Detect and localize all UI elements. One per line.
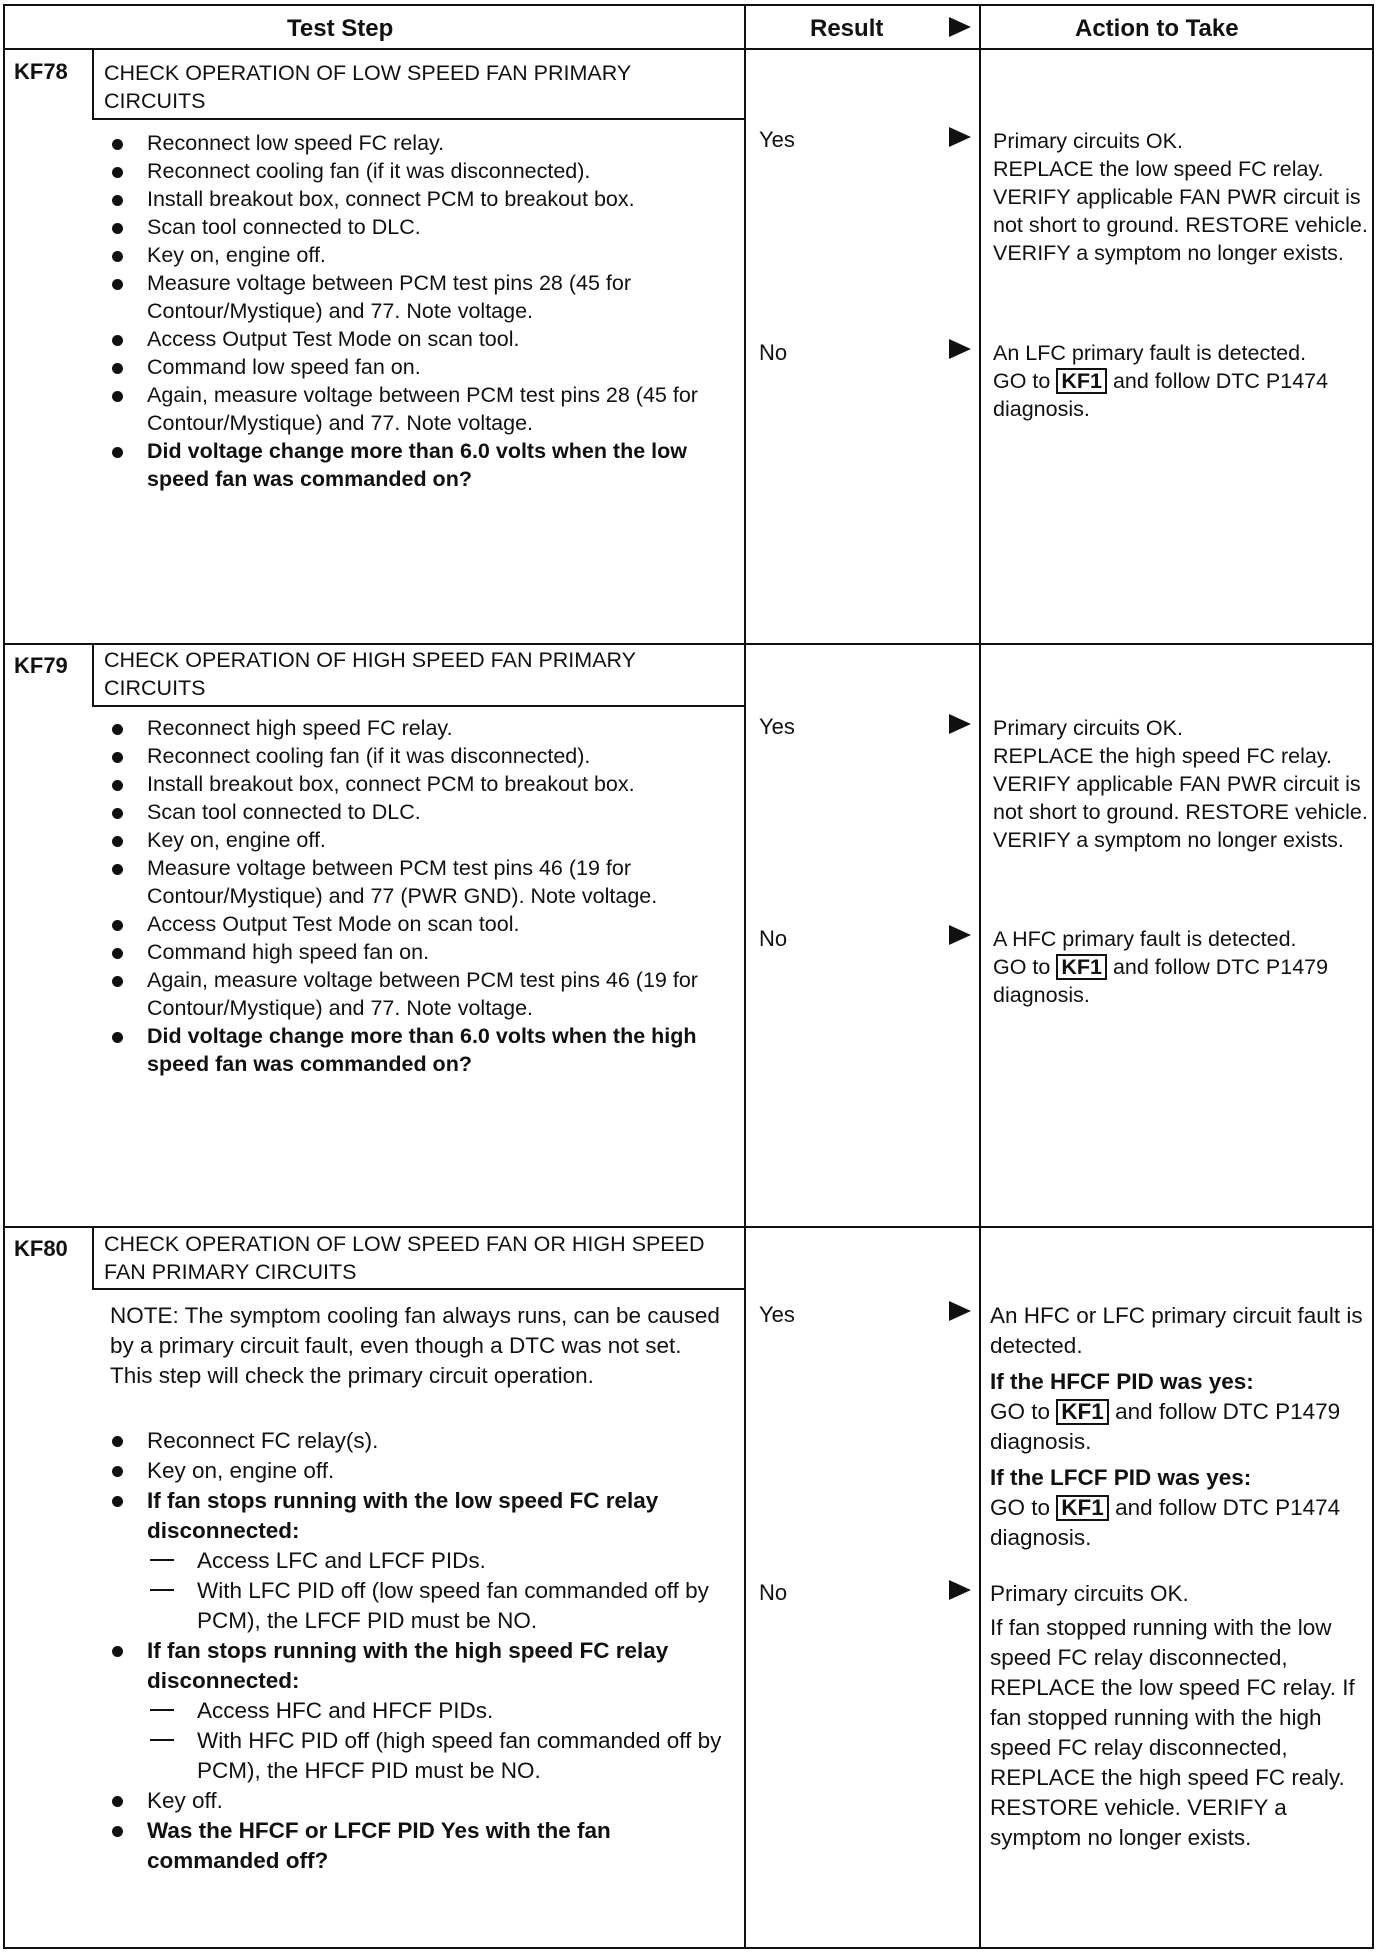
list-item: Reconnect high speed FC relay. xyxy=(102,714,742,742)
action-yes-kf80: An HFC or LFC primary circuit fault is detected. If the HFCF PID was yes: GO to KF1 and follow DTC P1479 diagnosis. If the LFCF PID was yes: GO to KF1 and follow DTC P1474 diagnosis. xyxy=(990,1303,1363,1550)
bullet-icon xyxy=(112,1826,123,1837)
bullet-icon xyxy=(112,1466,123,1477)
bullet-icon xyxy=(112,335,123,346)
list-item: If fan stops running with the low speed FC relay disconnected: xyxy=(102,1486,742,1546)
column-divider-result xyxy=(744,6,746,1947)
column-divider-action xyxy=(979,6,981,1947)
dash-icon xyxy=(150,1559,174,1561)
bullet-icon xyxy=(112,391,123,402)
header-result: Result xyxy=(810,15,884,42)
code-divider-kf78 xyxy=(92,48,94,119)
step-code-kf79: KF79 xyxy=(14,653,68,678)
step-title-kf78: CHECK OPERATION OF LOW SPEED FAN PRIMARY CIRCUITS xyxy=(104,61,631,113)
list-item: Reconnect cooling fan (if it was disconnected). xyxy=(102,742,742,770)
bullet-icon xyxy=(112,948,123,959)
list-item: Access Output Test Mode on scan tool. xyxy=(102,325,742,353)
list-item: Reconnect FC relay(s). xyxy=(102,1426,742,1456)
bullet-icon xyxy=(112,447,123,458)
list-item: Access Output Test Mode on scan tool. xyxy=(102,910,742,938)
action-no-kf78: An LFC primary fault is detected. GO to KF1 and follow DTC P1474 diagnosis. xyxy=(993,341,1329,421)
bullet-icon xyxy=(112,780,123,791)
sub-list-item: With HFC PID off (high speed fan commanded off by PCM), the HFCF PID must be NO. xyxy=(102,1726,742,1786)
result-yes-kf78: Yes xyxy=(759,127,795,152)
bullet-icon xyxy=(112,1496,123,1507)
ref-kf1: KF1 xyxy=(1056,368,1107,394)
bullet-icon xyxy=(112,808,123,819)
result-no-kf79: No xyxy=(759,926,788,951)
list-item: Key on, engine off. xyxy=(102,1456,742,1486)
list-item: Did voltage change more than 6.0 volts when the low speed fan was commanded on? xyxy=(102,437,742,493)
note-kf80: NOTE: The symptom cooling fan always runs, can be caused by a primary circuit fault, even though a DTC was not set. This step will check the primary circuit operation. xyxy=(110,1303,720,1388)
code-divider-kf79 xyxy=(92,643,94,706)
action-yes-kf78: Primary circuits OK. REPLACE the low speed FC relay. VERIFY applicable FAN PWR circuit is not short to ground. RESTORE vehicle. VERIFY a symptom no longer exists. xyxy=(993,129,1368,265)
step-list-kf79 xyxy=(102,714,742,1078)
bullet-icon xyxy=(112,752,123,763)
step-title-kf80: CHECK OPERATION OF LOW SPEED FAN OR HIGH SPEED FAN PRIMARY CIRCUITS xyxy=(104,1232,705,1284)
sub-list-item: Access LFC and LFCF PIDs. xyxy=(102,1546,742,1576)
bullet-icon xyxy=(112,139,123,150)
result-no-kf80: No xyxy=(759,1580,788,1605)
list-item: Scan tool connected to DLC. xyxy=(102,213,742,241)
list-item: Was the HFCF or LFCF PID Yes with the fan commanded off? xyxy=(102,1816,742,1876)
bullet-icon xyxy=(112,1032,123,1043)
list-item: Measure voltage between PCM test pins 28 (45 for Contour/Mystique) and 77. Note voltage. xyxy=(102,269,742,325)
list-item: Again, measure voltage between PCM test pins 28 (45 for Contour/Mystique) and 77. Note voltage. xyxy=(102,381,742,437)
bullet-icon xyxy=(112,363,123,374)
step-list-kf78 xyxy=(102,129,742,493)
list-item: Reconnect low speed FC relay. xyxy=(102,129,742,157)
step-code-kf78: KF78 xyxy=(14,59,68,84)
list-item: Install breakout box, connect PCM to breakout box. xyxy=(102,770,742,798)
bullet-icon xyxy=(112,167,123,178)
action-yes-kf79: Primary circuits OK. REPLACE the high speed FC relay. VERIFY applicable FAN PWR circuit is not short to ground. RESTORE vehicle. VERIFY a symptom no longer exists. xyxy=(993,716,1368,852)
action-no-kf79: A HFC primary fault is detected. GO to KF1 and follow DTC P1479 diagnosis. xyxy=(993,927,1329,1007)
section-divider xyxy=(5,643,1374,645)
header-test-step: Test Step xyxy=(287,15,394,42)
bullet-icon xyxy=(112,1796,123,1807)
list-item: Key on, engine off. xyxy=(102,826,742,854)
list-item: Again, measure voltage between PCM test pins 46 (19 for Contour/Mystique) and 77. Note voltage. xyxy=(102,966,742,1022)
ref-kf1: KF1 xyxy=(1056,954,1107,980)
step-code-kf80: KF80 xyxy=(14,1236,68,1261)
bullet-icon xyxy=(112,251,123,262)
list-item: Measure voltage between PCM test pins 46 (19 for Contour/Mystique) and 77 (PWR GND). Note voltage. xyxy=(102,854,742,910)
list-item: Key on, engine off. xyxy=(102,241,742,269)
bullet-icon xyxy=(112,279,123,290)
arrow-icon xyxy=(949,1301,971,1321)
ref-kf1: KF1 xyxy=(1056,1495,1109,1521)
list-item: If fan stops running with the high speed FC relay disconnected: xyxy=(102,1636,742,1696)
arrow-icon xyxy=(949,925,971,945)
arrow-icon xyxy=(949,127,971,147)
header-divider xyxy=(5,48,1374,50)
bullet-icon xyxy=(112,976,123,987)
result-yes-kf80: Yes xyxy=(759,1302,795,1327)
bullet-icon xyxy=(112,836,123,847)
header-arrow-icon xyxy=(949,17,971,37)
bullet-icon xyxy=(112,724,123,735)
list-item: Command high speed fan on. xyxy=(102,938,742,966)
bullet-icon xyxy=(112,1436,123,1447)
diagnostic-table xyxy=(3,4,1374,1949)
header-action: Action to Take xyxy=(1075,15,1239,42)
code-divider-kf80 xyxy=(92,1226,94,1289)
list-item: Key off. xyxy=(102,1786,742,1816)
dash-icon xyxy=(150,1589,174,1591)
section-divider xyxy=(5,1226,1374,1228)
action-no-kf80: Primary circuits OK. If fan stopped running with the low speed FC relay disconnected, REPLACE the low speed FC relay. If fan stopped running with the high speed FC relay disconnected, REPLACE the high speed FC realy. RESTORE vehicle. VERIFY a symptom no longer exists. xyxy=(990,1581,1355,1850)
title-divider-kf79 xyxy=(92,705,744,707)
dash-icon xyxy=(150,1739,174,1741)
sub-list-item: With LFC PID off (low speed fan commanded off by PCM), the LFCF PID must be NO. xyxy=(102,1576,742,1636)
bullet-icon xyxy=(112,920,123,931)
title-divider-kf78 xyxy=(92,118,744,120)
list-item: Did voltage change more than 6.0 volts when the high speed fan was commanded on? xyxy=(102,1022,742,1078)
arrow-icon xyxy=(949,714,971,734)
list-item: Install breakout box, connect PCM to breakout box. xyxy=(102,185,742,213)
dash-icon xyxy=(150,1709,174,1711)
bullet-icon xyxy=(112,195,123,206)
step-list-kf80 xyxy=(102,1426,742,1876)
bullet-icon xyxy=(112,1646,123,1657)
sub-list-item: Access HFC and HFCF PIDs. xyxy=(102,1696,742,1726)
bullet-icon xyxy=(112,223,123,234)
result-no-kf78: No xyxy=(759,340,788,365)
list-item: Scan tool connected to DLC. xyxy=(102,798,742,826)
list-item: Reconnect cooling fan (if it was disconnected). xyxy=(102,157,742,185)
result-yes-kf79: Yes xyxy=(759,714,795,739)
step-title-kf79: CHECK OPERATION OF HIGH SPEED FAN PRIMARY CIRCUITS xyxy=(104,648,636,700)
list-item: Command low speed fan on. xyxy=(102,353,742,381)
arrow-icon xyxy=(949,1580,971,1600)
ref-kf1: KF1 xyxy=(1056,1399,1109,1425)
title-divider-kf80 xyxy=(92,1288,744,1290)
arrow-icon xyxy=(949,339,971,359)
bullet-icon xyxy=(112,864,123,875)
